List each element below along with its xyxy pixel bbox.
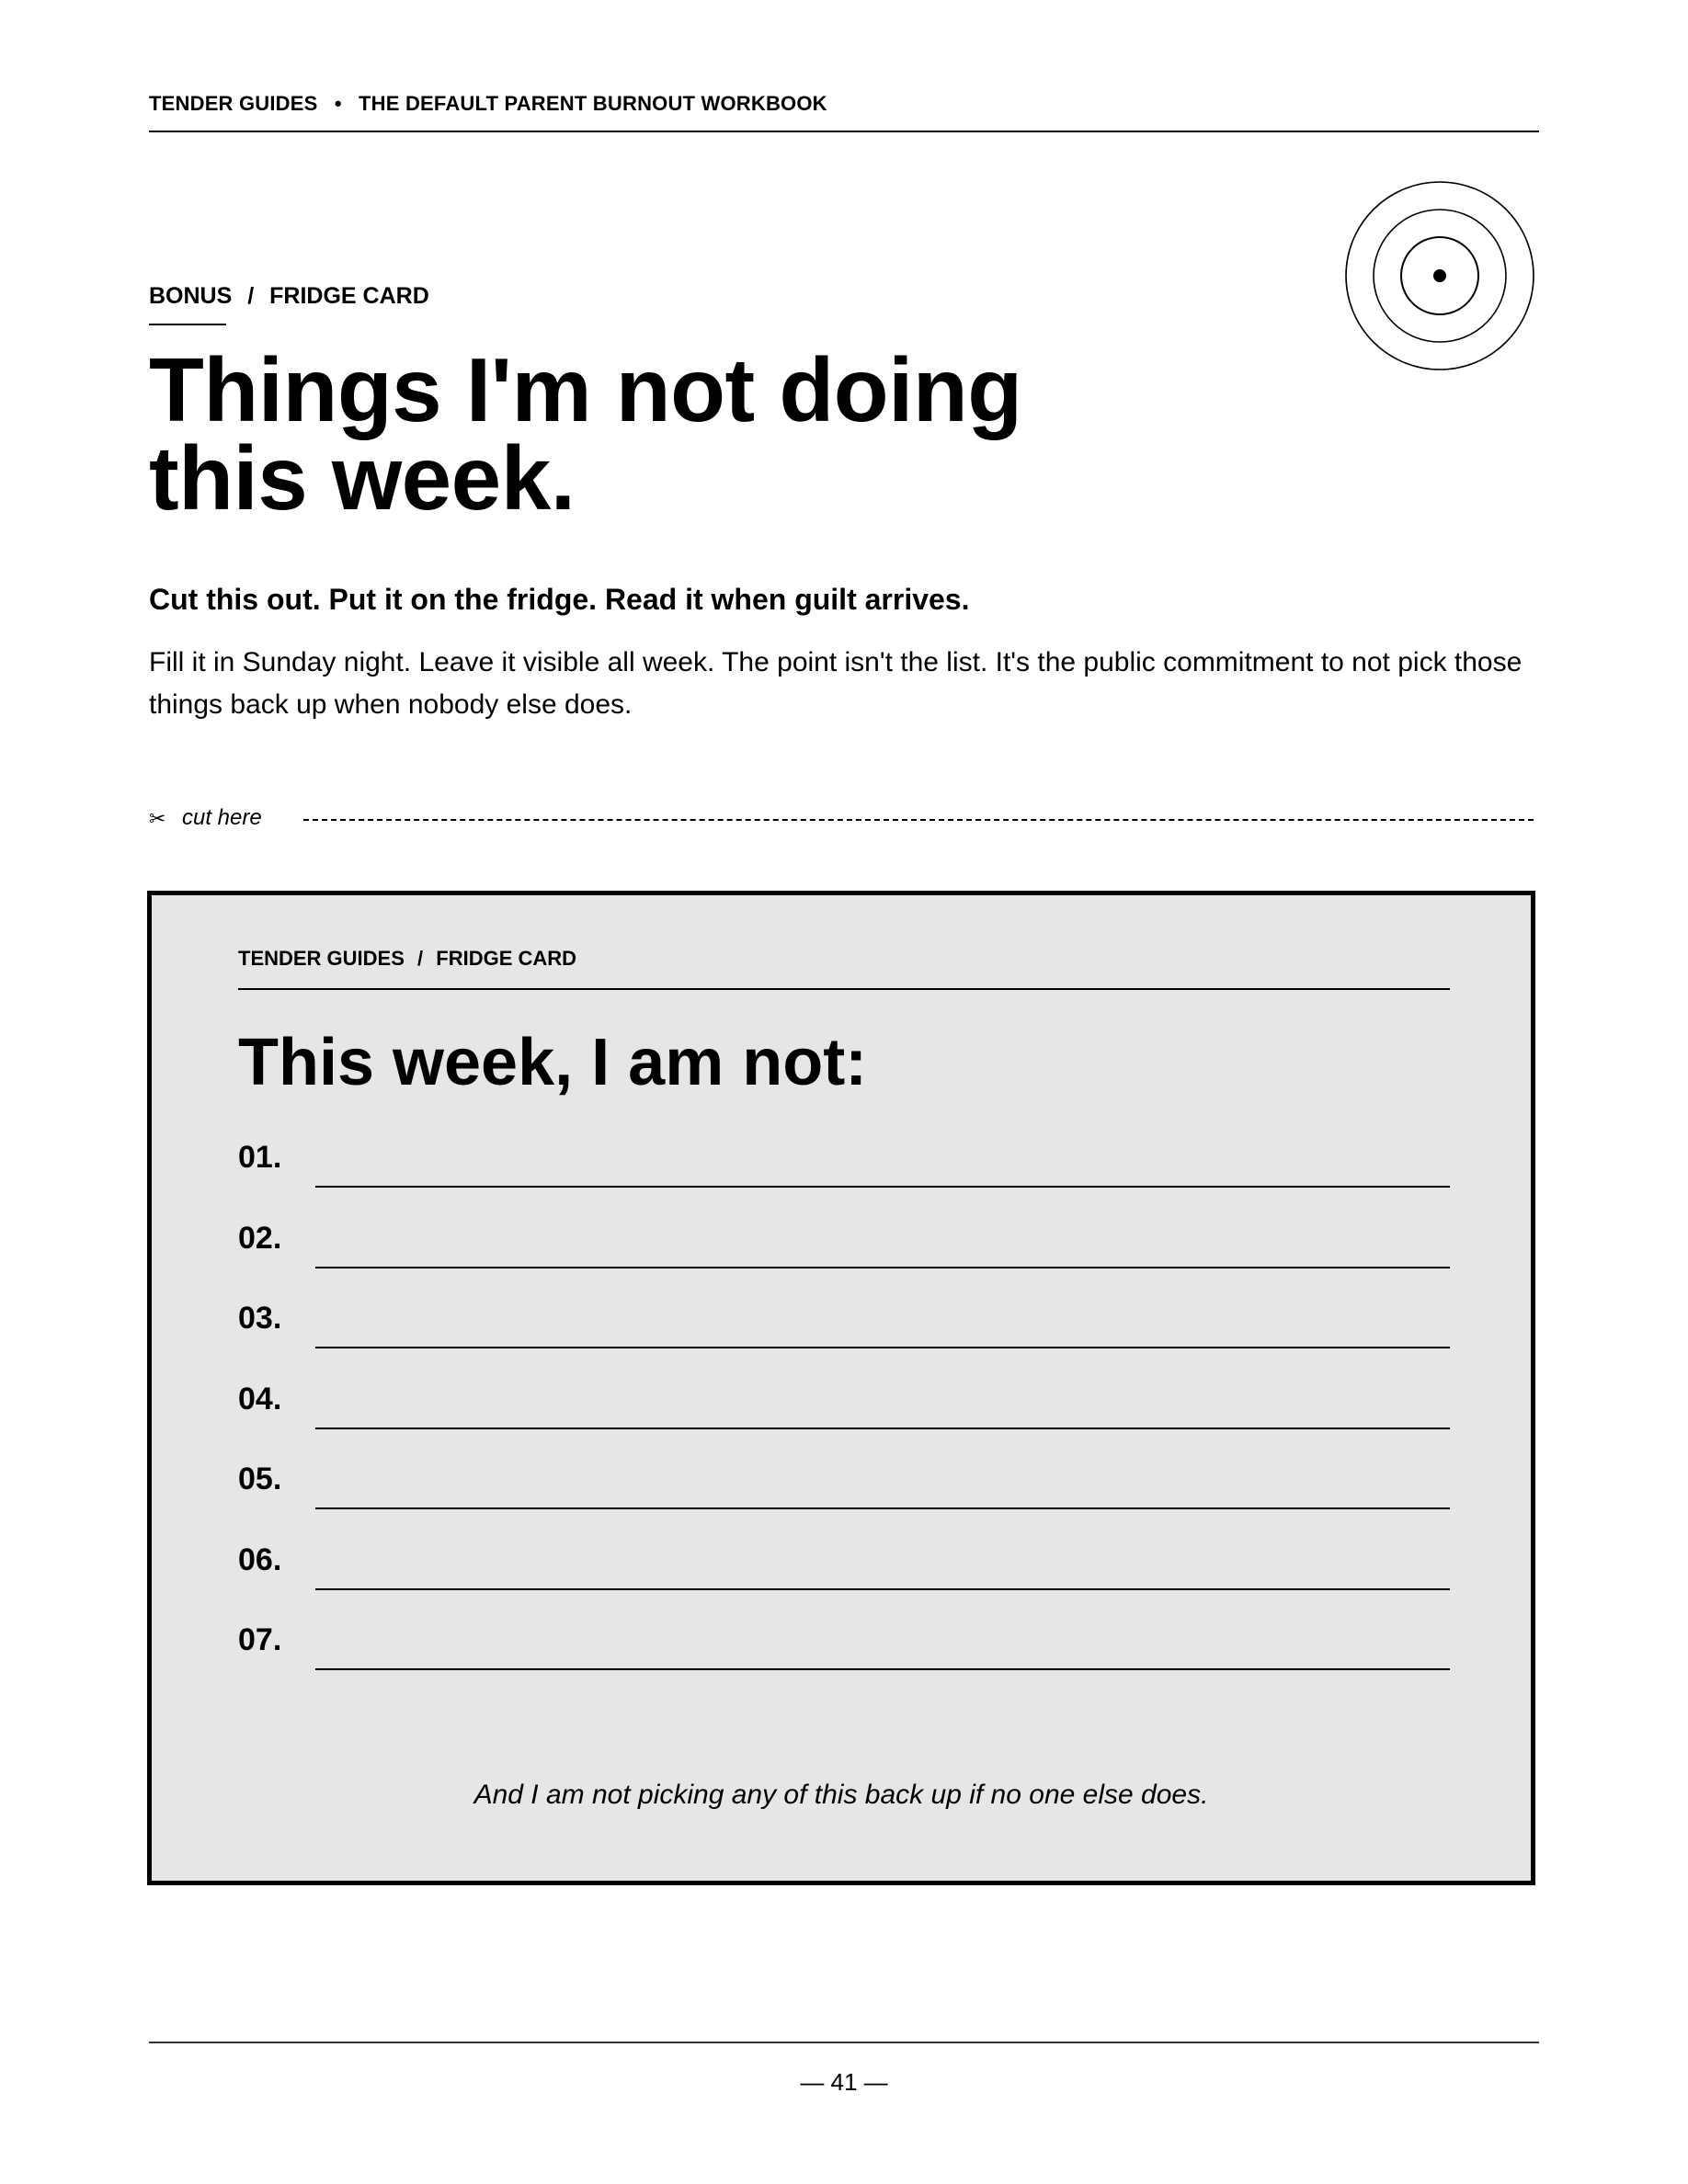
cut-line xyxy=(149,805,1539,833)
write-in-line[interactable] xyxy=(315,1668,1450,1670)
section-eyebrow xyxy=(149,283,429,310)
card-header-rule xyxy=(238,988,1450,990)
write-in-line[interactable] xyxy=(315,1588,1450,1590)
card-brand: TENDER GUIDES xyxy=(238,947,405,970)
brand-name: TENDER GUIDES xyxy=(149,92,318,115)
card-label: FRIDGE CARD xyxy=(436,947,577,970)
card-footer-text: And I am not picking any of this back up if no one else does. xyxy=(473,1780,1209,1810)
item-number: 05. xyxy=(238,1462,282,1496)
list-item xyxy=(238,1301,1450,1382)
header-separator: • xyxy=(334,92,342,115)
list-item xyxy=(238,1622,1450,1703)
eyebrow-fridge-card: FRIDGE CARD xyxy=(269,283,429,309)
lede-text: Cut this out. Put it on the fridge. Read it when guilt arrives. xyxy=(149,583,970,616)
target-icon xyxy=(1342,178,1537,373)
page-number: — 41 — xyxy=(800,2068,888,2096)
title-line-1: Things I'm not doing xyxy=(149,339,1022,440)
card-header xyxy=(238,947,576,971)
running-header xyxy=(149,92,827,116)
write-in-line[interactable] xyxy=(315,1186,1450,1188)
item-number: 06. xyxy=(238,1541,282,1577)
list-item xyxy=(238,1221,1450,1302)
scissors-icon: ✂ xyxy=(149,807,166,830)
eyebrow-bonus: BONUS xyxy=(149,283,233,309)
card-header-separator: / xyxy=(417,947,424,970)
commitment-list xyxy=(238,1140,1450,1703)
fridge-card xyxy=(147,891,1535,1885)
cut-label: cut here xyxy=(182,805,262,830)
card-title: This week, I am not: xyxy=(238,1026,868,1099)
eyebrow-rule xyxy=(149,324,226,325)
write-in-line[interactable] xyxy=(315,1347,1450,1348)
item-number: 03. xyxy=(238,1301,282,1336)
list-item xyxy=(238,1140,1450,1221)
eyebrow-separator: / xyxy=(247,283,255,309)
footer-rule xyxy=(149,2042,1539,2043)
header-rule xyxy=(149,131,1539,132)
list-item xyxy=(238,1462,1450,1542)
dashed-cut-line xyxy=(303,819,1534,821)
item-number: 01. xyxy=(238,1140,282,1175)
list-item xyxy=(238,1542,1450,1623)
write-in-line[interactable] xyxy=(315,1428,1450,1429)
list-item xyxy=(238,1382,1450,1462)
page-title xyxy=(149,339,1068,529)
book-title: THE DEFAULT PARENT BURNOUT WORKBOOK xyxy=(359,92,827,115)
item-number: 04. xyxy=(238,1381,282,1416)
title-line-2: this week. xyxy=(149,427,576,529)
write-in-line[interactable] xyxy=(315,1267,1450,1268)
body-text: Fill it in Sunday night. Leave it visible all week. The point isn't the list. It's the public commitment to not pick those things back up when nobody else does. xyxy=(149,647,1523,720)
item-number: 02. xyxy=(238,1220,282,1256)
item-number: 07. xyxy=(238,1622,282,1657)
write-in-line[interactable] xyxy=(315,1507,1450,1509)
